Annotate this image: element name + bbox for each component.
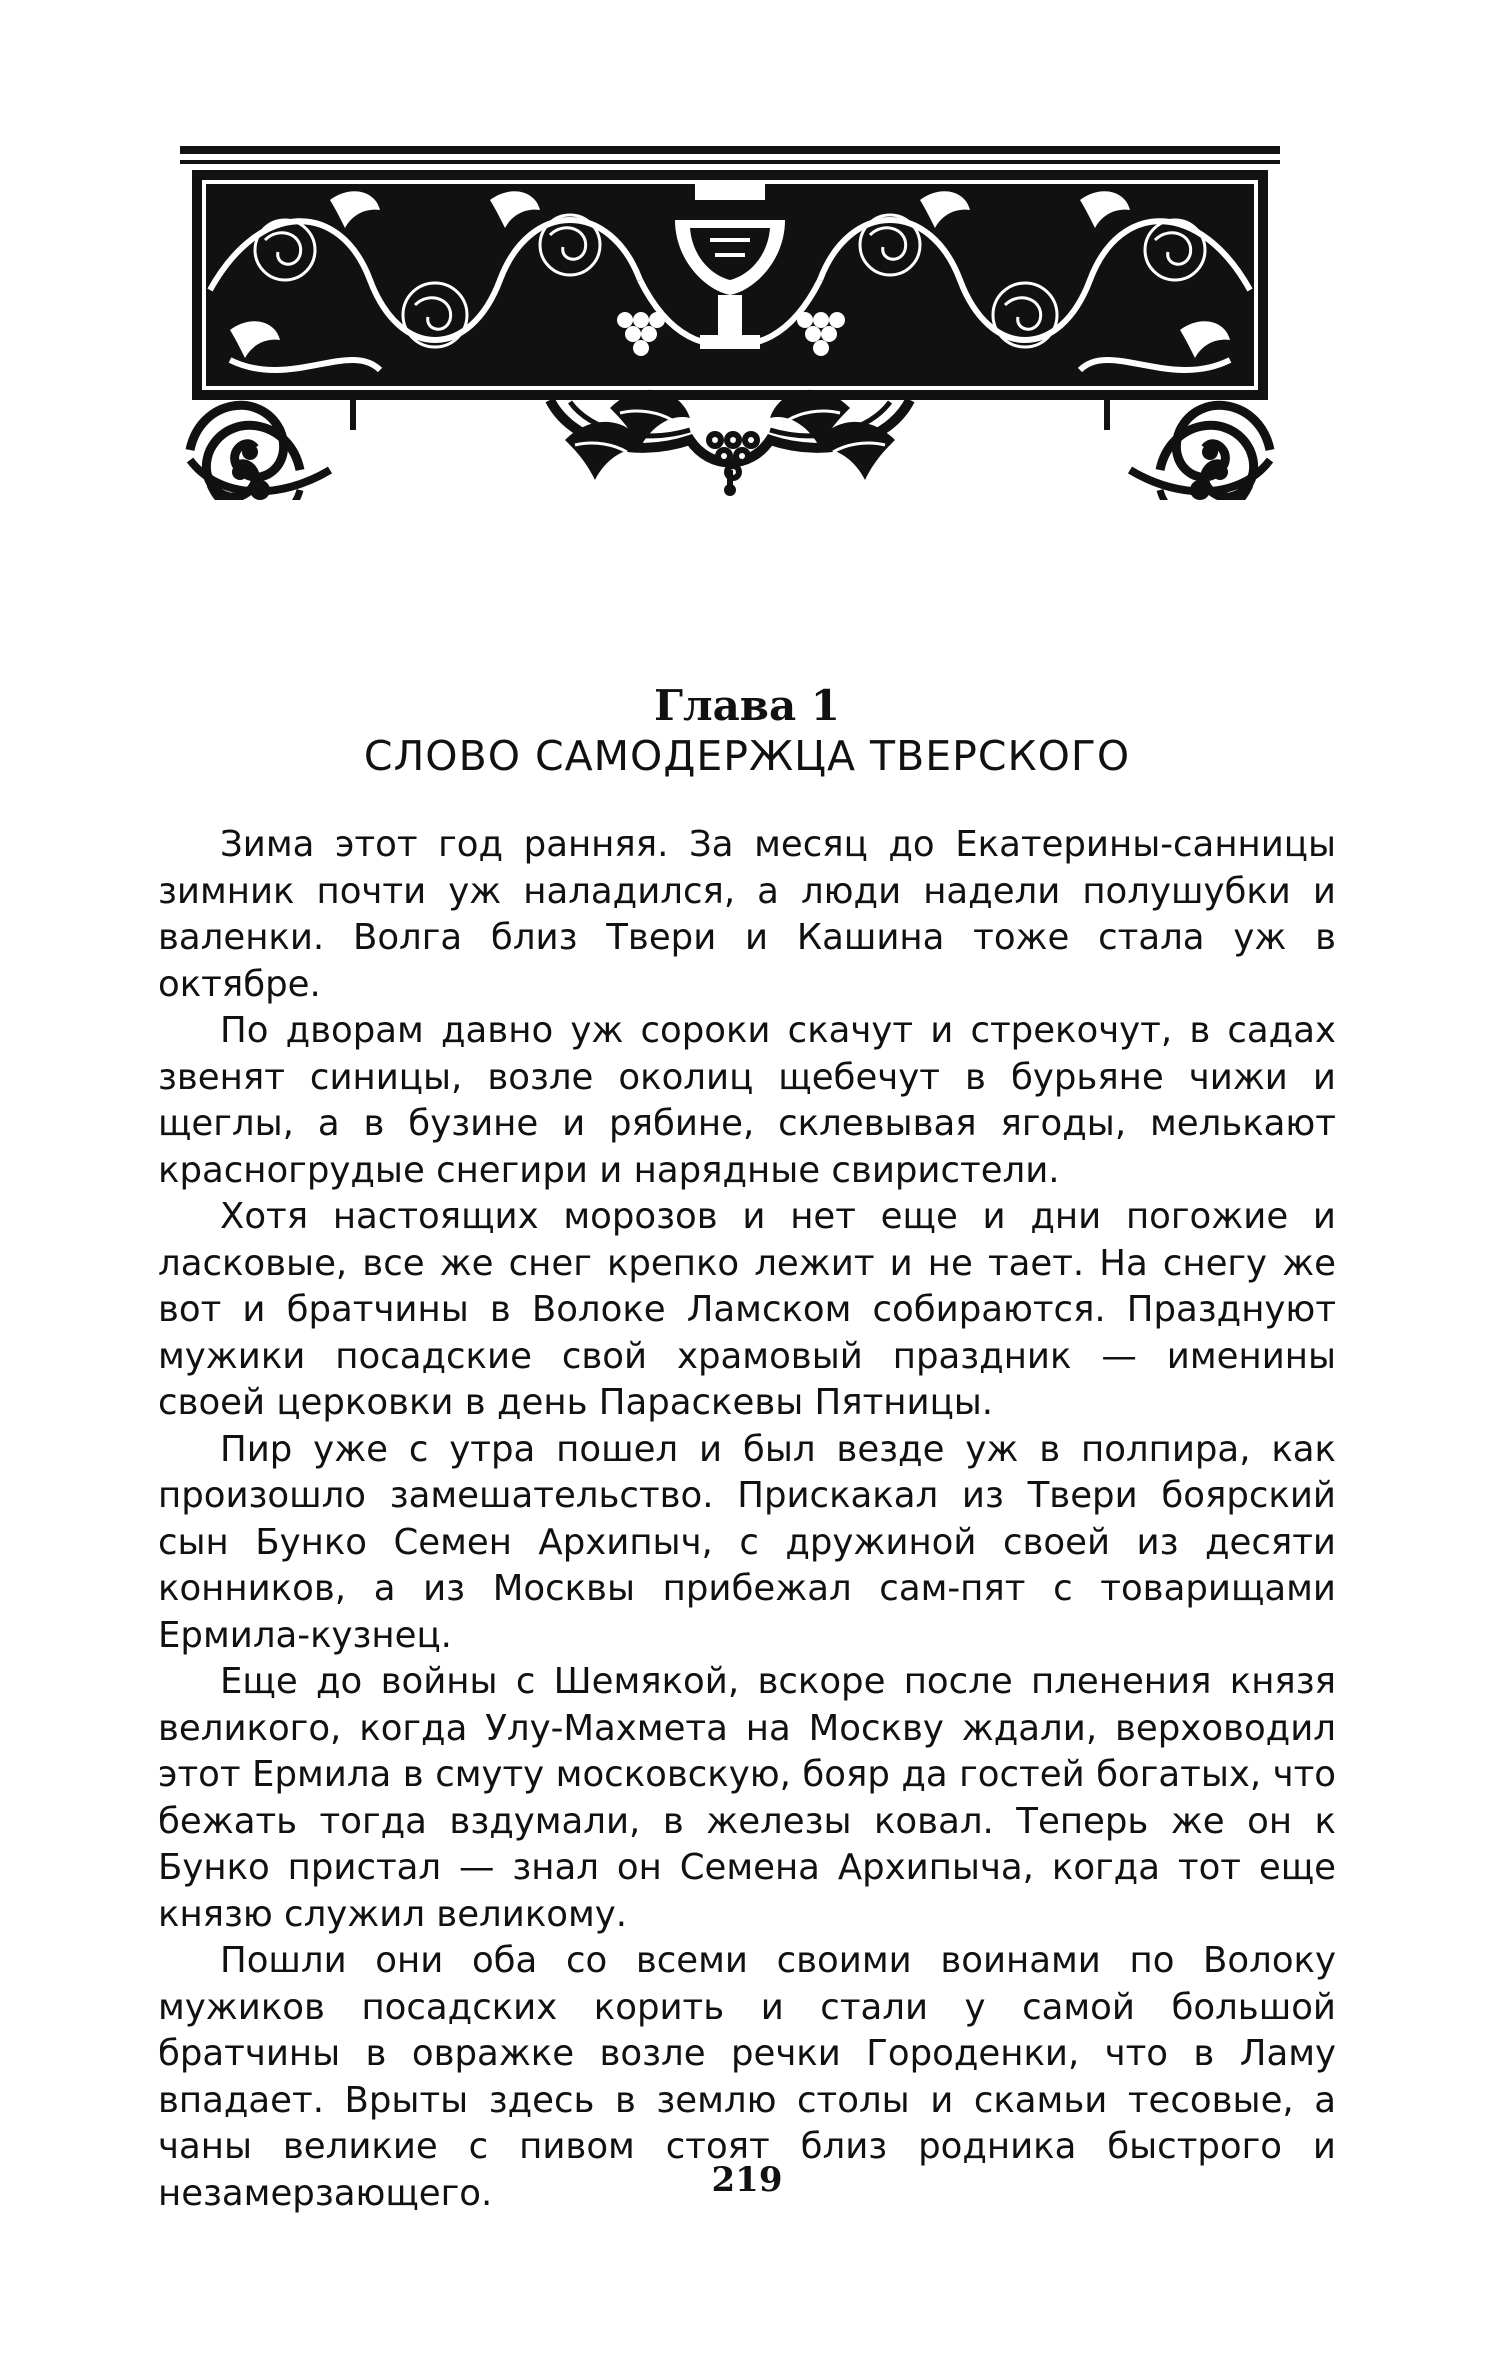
page-number: 219 [711, 2160, 783, 2200]
paragraph: Пошли они оба со всеми своими воинами по Волоку мужиков посадских корить и стали у самой большой братчины в овражке возле речки Городенки, что в Ламу впадает. Врыты здесь в землю столы и скамьи тесовые, а чаны великие с пивом стоят близ родника быстрого и незамерзающего. [158, 1940, 1336, 2214]
paragraph: Зима этот год ранняя. За месяц до Екатерины-санницы зимник почти уж наладился, а люди надели полушубки и валенки. Волга близ Твери и Кашина тоже стала уж в октябре. [158, 824, 1336, 1005]
paragraph: Пир уже с утра пошел и был везде уж в полпира, как произошло замешательство. Прискакал из Твери боярский сын Бунко Семен Архипыч, с дружиной своей из десяти конников, а из Москвы прибежал сам-пят с товарищами Ермила-кузнец. [158, 1428, 1336, 1656]
chapter-title: СЛОВО САМОДЕРЖЦА ТВЕРСКОГО [363, 732, 1131, 780]
paragraph: По дворам давно уж сороки скачут и стрекочут, в садах звенят синицы, возле околиц щебечут в бурьяне чижи и щеглы, а в бузине и рябине, склевывая ягоды, мелькают красногрудые снегири и нарядные свиристели. [158, 1010, 1336, 1191]
floral-headpiece-ornament-icon [170, 140, 1290, 500]
chapter-body [158, 822, 1336, 2217]
paragraph: Хотя настоящих морозов и нет еще и дни погожие и ласковые, все же снег крепко лежит и не тает. На снегу же вот и братчины в Волоке Ламском собираются. Празднуют мужики посадские свой храмовый праздник — именины своей церковки в день Параскевы Пятницы. [158, 1196, 1336, 1423]
paragraph: Еще до войны с Шемякой, вскоре после пленения князя великого, когда Улу-Махмета на Москву ждали, верховодил этот Ермила в смуту московскую, бояр да гостей богатых, что бежать тогда вздумали, в железы ковал. Теперь же он к Бунко пристал — знал он Семена Архипыча, когда тот еще князю служил великому. [158, 1661, 1336, 1935]
chapter-number: Глава 1 [653, 681, 841, 730]
